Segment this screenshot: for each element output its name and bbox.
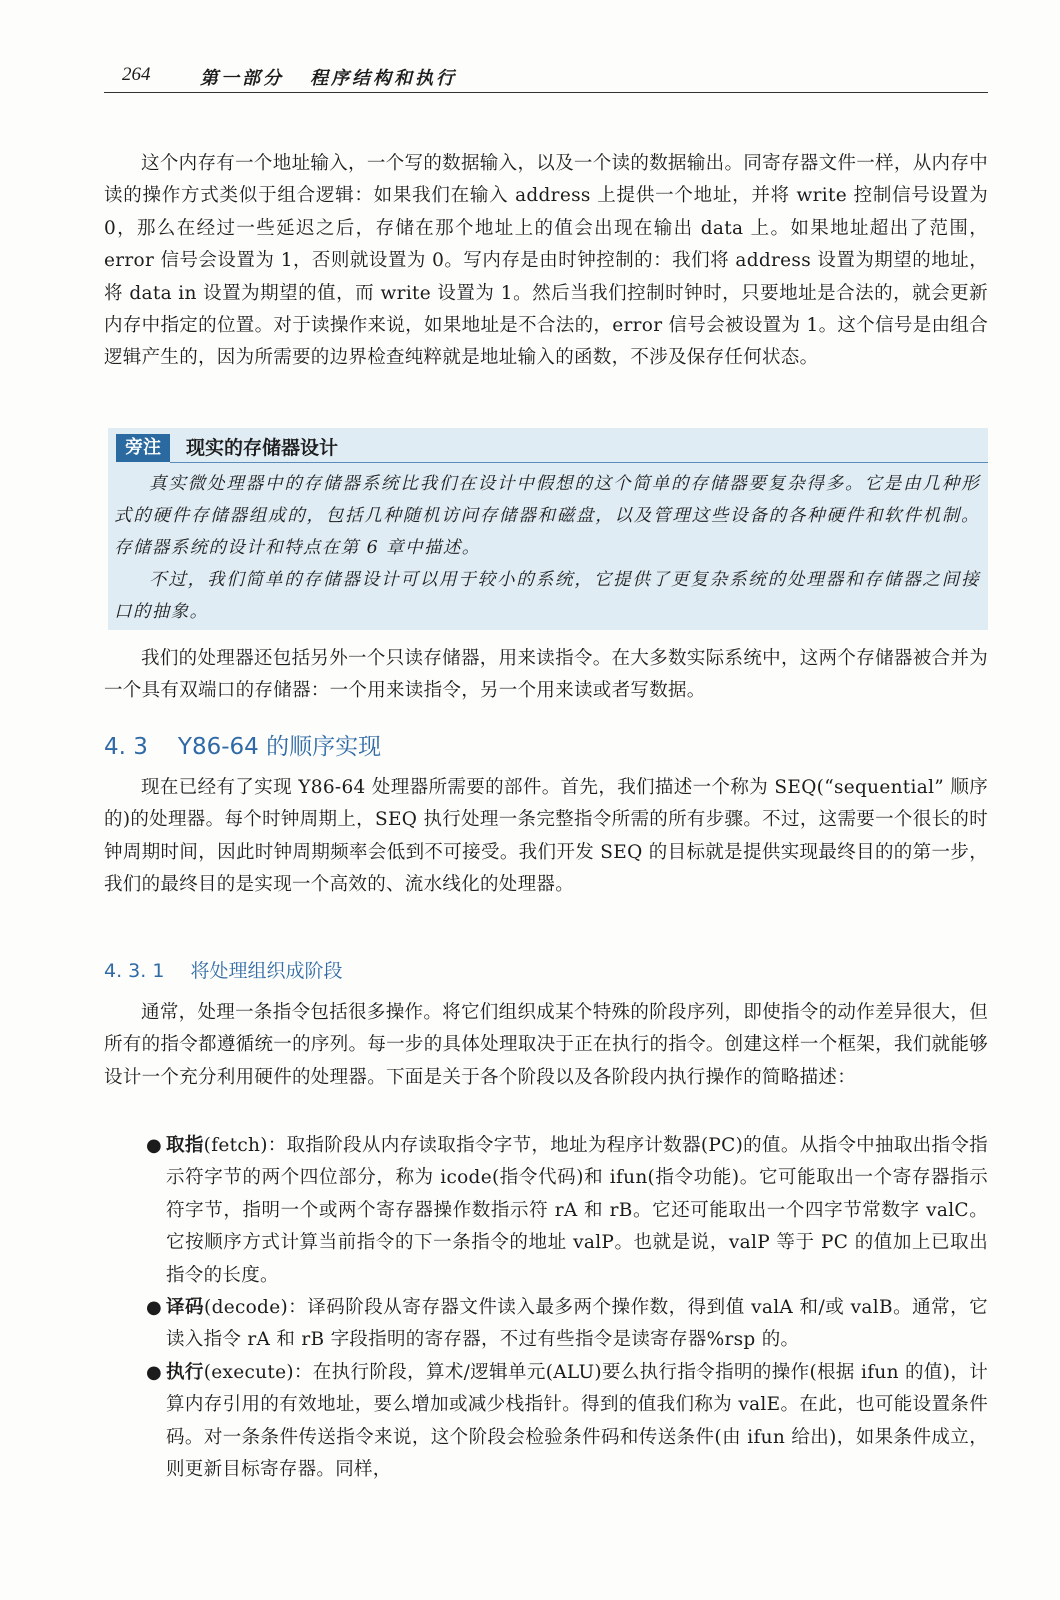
chapter-title: 程序结构和执行 xyxy=(310,68,457,89)
bullet-icon: ● xyxy=(146,1135,163,1156)
paragraph-text: 现在已经有了实现 Y86-64 处理器所需要的部件。首先，我们描述一个称为 SEQ(“sequential” 顺序的)的处理器。每个时钟周期上，SEQ 执行处理一条完整指令所需的所有步骤。不过，这需要一个很长的时钟周期时间，因此时钟周期频率会低到不可接受。我们开发 SEQ 的目标就是提供实现最终目的的第一步，我们的最终目的是实现一个高效的、流水线化的处理器。 xyxy=(104,777,988,896)
paragraph-text: 通常，处理一条指令包括很多操作。将它们组织成某个特殊的阶段序列，即使指令的动作差异很大，但所有的指令都遵循统一的序列。每一步的具体处理取决于正在执行的指令。创建这样一个框架，我们就能够设计一个充分利用硬件的处理器。下面是关于各个阶段以及各阶段内执行操作的简略描述： xyxy=(104,1002,988,1088)
bullet-icon: ● xyxy=(146,1361,163,1383)
intro-paragraph xyxy=(104,148,988,375)
subsection-heading xyxy=(104,956,342,983)
subsection-number: 4. 3. 1 xyxy=(104,960,165,982)
sidebar-paragraph: 不过，我们简单的存储器设计可以用于较小的系统，它提供了更复杂系统的处理器和存储器之间接口的抽象。 xyxy=(114,570,980,622)
list-item xyxy=(104,1292,988,1357)
section-heading xyxy=(104,728,381,761)
page-number: 264 xyxy=(122,64,151,85)
section-title: Y86-64 的顺序实现 xyxy=(177,734,382,760)
stage-list xyxy=(104,1130,988,1486)
running-header xyxy=(104,62,988,93)
paragraph-text: 这个内存有一个地址输入，一个写的数据输入，以及一个读的数据输出。同寄存器文件一样，从内存中读的操作方式类似于组合逻辑：如果我们在输入 address 上提供一个地址，并将 write 控制信号设置为 0，那么在经过一些延迟之后，存储在那个地址上的值会出现在输出 data 上。如果地址超出了范围，error 信号会设置为 1，否则就设置为 0。写内存是由时钟控制的：我们将 address 设置为期望的地址，将 data in 设置为期望的值，而 write 设置为 1。然后当我们控制时钟时，只要地址是合法的，就会更新内存中指定的位置。对于读操作来说，如果地址是不合法的，error 信号会被设置为 1。这个信号是由组合逻辑产生的，因为所需要的边界检查纯粹就是地址输入的函数，不涉及保存任何状态。 xyxy=(104,153,988,369)
list-item-text: (execute)：在执行阶段，算术/逻辑单元(ALU)要么执行指令指明的操作(根据 ifun 的值)，计算内存引用的有效地址，要么增加或减少栈指针。得到的值我们称为 valE。在此，也可能设置条件码。对一条条件传送指令来说，这个阶段会检验条件码和传送条件(由 ifun 给出)，如果条件成立，则更新目标寄存器。同样， xyxy=(166,1361,988,1481)
sidebar-box xyxy=(108,428,988,630)
paragraph-text: 我们的处理器还包括另外一个只读存储器，用来读指令。在大多数实际系统中，这两个存储器被合并为一个具有双端口的存储器：一个用来读指令，另一个用来读或者写数据。 xyxy=(104,648,988,702)
list-item xyxy=(104,1357,988,1487)
list-item-term: 取指 xyxy=(166,1135,204,1156)
after-sidebar-paragraph xyxy=(104,643,988,708)
subsection-paragraph xyxy=(104,997,988,1094)
list-item xyxy=(104,1130,988,1292)
subsection-title: 将处理组织成阶段 xyxy=(190,960,343,982)
sidebar-tag: 旁注 xyxy=(116,434,170,462)
section-paragraph xyxy=(104,772,988,902)
list-item-term: 执行 xyxy=(166,1361,204,1383)
section-number: 4. 3 xyxy=(104,734,148,760)
sidebar-title: 现实的存储器设计 xyxy=(186,437,339,459)
sidebar-divider xyxy=(170,462,988,463)
list-item-term: 译码 xyxy=(166,1297,205,1319)
part-title: 第一部分 xyxy=(200,68,284,89)
list-item-text: (fetch)：取指阶段从内存读取指令字节，地址为程序计数器(PC)的值。从指令中抽取出指令指示符字节的两个四位部分，称为 icode(指令代码)和 ifun(指令功能)。它可能取出一个寄存器指示符字节，指明一个或两个寄存器操作数指示符 rA 和 rB。它还可能取出一个四字节常数字 valC。它按顺序方式计算当前指令的下一条指令的地址 valP。也就是说，valP 等于 PC 的值加上已取出指令的长度。 xyxy=(166,1135,988,1286)
bullet-icon: ● xyxy=(146,1297,163,1319)
sidebar-body xyxy=(114,468,980,628)
sidebar-paragraph: 真实微处理器中的存储器系统比我们在设计中假想的这个简单的存储器要复杂得多。它是由几种形式的硬件存储器组成的，包括几种随机访问存储器和磁盘，以及管理这些设备的各种硬件和软件机制。存储器系统的设计和特点在第 6 章中描述。 xyxy=(114,474,980,558)
list-item-text: (decode)：译码阶段从寄存器文件读入最多两个操作数，得到值 valA 和/或 valB。通常，它读入指令 rA 和 rB 字段指明的寄存器，不过有些指令是读寄存器%rsp 的。 xyxy=(166,1297,988,1351)
